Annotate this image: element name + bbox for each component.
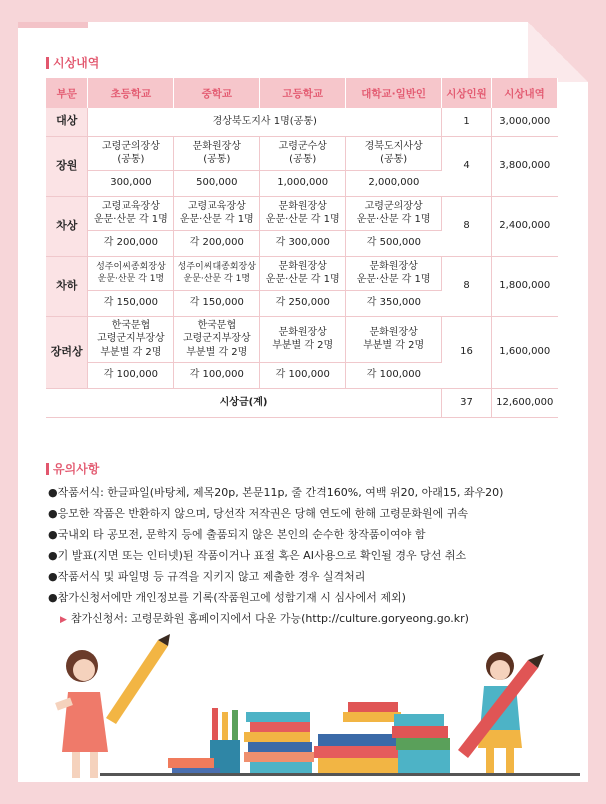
award-cell: 문화원장상 운문·산문 각 1명 bbox=[260, 256, 346, 290]
notes-section-title bbox=[46, 460, 99, 477]
award-cell: 고령군의장상 (공통) bbox=[88, 136, 174, 170]
category-cell: 대상 bbox=[46, 108, 88, 136]
sub-note-text: 참가신청서: 고령문화원 홈페이지에서 다운 가능(http://culture.goryeong.go.kr) bbox=[70, 612, 469, 625]
note-item: ●작품서식: 한글파일(바탕체, 제목20p, 본문11p, 줄 간격160%, 여백 위20, 아래15, 좌우20) bbox=[48, 486, 504, 499]
prize-cell: 각 100,000 bbox=[260, 362, 346, 388]
award-cell: 고령군수상 (공통) bbox=[260, 136, 346, 170]
title-bar-icon bbox=[46, 57, 49, 69]
award-cell: 성주이씨대종회장상 운문·산문 각 1명 bbox=[174, 256, 260, 290]
girl-with-pencil-left-icon bbox=[55, 634, 170, 778]
prize-cell: 각 500,000 bbox=[346, 230, 442, 256]
notes-list bbox=[48, 482, 568, 629]
amount-cell: 3,000,000 bbox=[492, 108, 558, 136]
category-cell: 장려상 bbox=[46, 316, 88, 388]
count-cell: 16 bbox=[442, 316, 492, 388]
award-cell: 문화원장상 운문·산문 각 1명 bbox=[346, 256, 442, 290]
header-cell: 부문 bbox=[46, 78, 88, 108]
table-header-row bbox=[46, 78, 558, 108]
total-label-cell: 시상금(계) bbox=[46, 388, 442, 417]
amount-cell: 1,600,000 bbox=[492, 316, 558, 388]
prize-cell: 각 150,000 bbox=[88, 290, 174, 316]
header-cell: 대학교·일반인 bbox=[346, 78, 442, 108]
book-stack-center-icon bbox=[244, 712, 314, 774]
prize-cell: 300,000 bbox=[88, 170, 174, 196]
header-cell: 시상인원 bbox=[442, 78, 492, 108]
page-fold-corner bbox=[528, 22, 588, 82]
count-cell: 4 bbox=[442, 136, 492, 196]
awards-section-title bbox=[46, 54, 99, 71]
prize-cell: 2,000,000 bbox=[346, 170, 442, 196]
category-cell: 차하 bbox=[46, 256, 88, 316]
award-cell: 성주이씨종회장상 운문·산문 각 1명 bbox=[88, 256, 174, 290]
table-row-grand bbox=[46, 108, 558, 136]
page-tab-strip bbox=[18, 22, 88, 28]
amount-cell: 1,800,000 bbox=[492, 256, 558, 316]
prize-cell: 각 100,000 bbox=[346, 362, 442, 388]
prize-cell: 각 300,000 bbox=[260, 230, 346, 256]
note-item: ●국내외 타 공모전, 문학지 등에 출품되지 않은 본인의 순수한 창작품이여야 함 bbox=[48, 528, 426, 541]
note-sub-item bbox=[48, 608, 568, 629]
title-bar-icon bbox=[46, 463, 49, 475]
prize-cell: 각 200,000 bbox=[88, 230, 174, 256]
books-illustration bbox=[18, 630, 588, 782]
prize-cell: 각 100,000 bbox=[174, 362, 260, 388]
book-stack-right-icon bbox=[314, 702, 450, 774]
floor-line bbox=[100, 773, 580, 776]
award-cell: 경상북도지사 1명(공통) bbox=[88, 108, 442, 136]
note-item: ●응모한 작품은 반환하지 않으며, 당선작 저작권은 당해 연도에 한해 고령문화원에 귀속 bbox=[48, 507, 468, 520]
amount-cell: 2,400,000 bbox=[492, 196, 558, 256]
prize-cell: 각 250,000 bbox=[260, 290, 346, 316]
category-cell: 장원 bbox=[46, 136, 88, 196]
header-cell: 고등학교 bbox=[260, 78, 346, 108]
award-cell: 고령교육장상 운문·산문 각 1명 bbox=[88, 196, 174, 230]
table-row bbox=[46, 316, 558, 362]
total-count-cell: 37 bbox=[442, 388, 492, 417]
header-cell: 초등학교 bbox=[88, 78, 174, 108]
note-item: ●참가신청서에만 개인정보를 기록(작품원고에 성함기재 시 심사에서 제외) bbox=[48, 591, 406, 604]
award-table bbox=[46, 78, 558, 418]
note-item: ●작품서식 및 파일명 등 규격을 지키지 않고 제출한 경우 실격처리 bbox=[48, 570, 366, 583]
total-amount-cell: 12,600,000 bbox=[492, 388, 558, 417]
table-row-total bbox=[46, 388, 558, 417]
triangle-bullet-icon: ▶ bbox=[60, 615, 67, 625]
prize-cell: 각 100,000 bbox=[88, 362, 174, 388]
awards-title-text: 시상내역 bbox=[53, 56, 100, 70]
pencil-cup-icon bbox=[210, 708, 240, 774]
award-cell: 문화원장상 부분별 각 2명 bbox=[346, 316, 442, 362]
prize-cell: 1,000,000 bbox=[260, 170, 346, 196]
prize-cell: 각 150,000 bbox=[174, 290, 260, 316]
count-cell: 8 bbox=[442, 256, 492, 316]
header-cell: 중학교 bbox=[174, 78, 260, 108]
prize-cell: 각 350,000 bbox=[346, 290, 442, 316]
award-cell: 문화원장상 부분별 각 2명 bbox=[260, 316, 346, 362]
table-row bbox=[46, 256, 558, 290]
prize-cell: 500,000 bbox=[174, 170, 260, 196]
award-cell: 경북도지사상 (공통) bbox=[346, 136, 442, 170]
header-cell: 시상내역 bbox=[492, 78, 558, 108]
award-cell: 문화원장상 운문·산문 각 1명 bbox=[260, 196, 346, 230]
award-cell: 한국문협 고령군지부장상 부분별 각 2명 bbox=[88, 316, 174, 362]
award-cell: 고령교육장상 운문·산문 각 1명 bbox=[174, 196, 260, 230]
category-cell: 차상 bbox=[46, 196, 88, 256]
prize-cell: 각 200,000 bbox=[174, 230, 260, 256]
award-cell: 한국문협 고령군지부장상 부분별 각 2명 bbox=[174, 316, 260, 362]
award-cell: 문화원장상 (공통) bbox=[174, 136, 260, 170]
note-item: ●기 발표(지면 또는 인터넷)된 작품이거나 표절 혹은 AI사용으로 확인될 경우 당선 취소 bbox=[48, 549, 467, 562]
notes-title-text: 유의사항 bbox=[53, 462, 100, 476]
boy-with-pencil-right-icon bbox=[458, 652, 544, 774]
table-row bbox=[46, 136, 558, 170]
amount-cell: 3,800,000 bbox=[492, 136, 558, 196]
count-cell: 8 bbox=[442, 196, 492, 256]
count-cell: 1 bbox=[442, 108, 492, 136]
award-cell: 고령군의장상 운문·산문 각 1명 bbox=[346, 196, 442, 230]
table-row bbox=[46, 196, 558, 230]
